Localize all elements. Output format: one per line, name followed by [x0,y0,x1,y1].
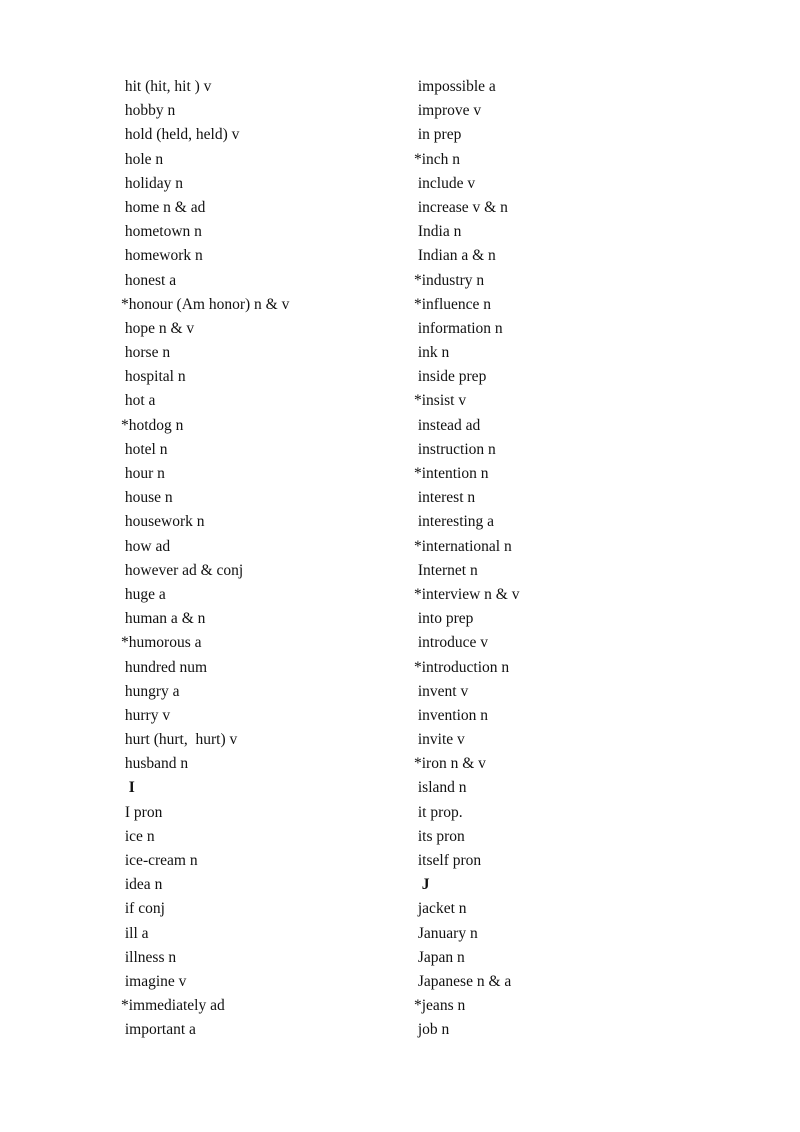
word-entry: *inch n [414,150,461,168]
word-entry: hotel n [121,440,168,458]
word-entry: *industry n [414,271,485,289]
word-entry: include v [414,174,476,192]
word-entry: *interview n & v [414,585,520,603]
left-word-column [121,75,289,1043]
word-entry: instruction n [414,440,496,458]
word-entry: Japan n [414,948,465,966]
word-entry: introduce v [414,634,489,652]
word-entry: *immediately ad [121,997,225,1015]
word-entry: *international n [414,537,512,555]
word-entry: increase v & n [414,198,508,216]
word-entry: impossible a [414,78,496,95]
word-entry: Internet n [414,561,478,579]
word-entry: ice n [121,827,155,845]
word-entry: interest n [414,489,476,507]
word-entry: holiday n [121,174,183,192]
right-word-column [414,75,519,1043]
word-entry: *honour (Am honor) n & v [121,295,290,313]
word-entry: house n [121,489,173,507]
word-entry: hold (held, held) v [121,126,240,144]
word-entry: ice-cream n [121,852,198,869]
word-entry: homework n [121,247,203,265]
word-entry: hurt (hurt, hurt) v [121,731,238,749]
word-entry: honest a [121,271,177,289]
word-entry: island n [414,779,467,797]
word-entry: however ad & conj [121,561,244,579]
word-entry: hospital n [121,368,186,386]
word-entry: in prep [414,126,462,144]
word-entry: hundred num [121,658,208,676]
word-entry: *insist v [414,392,467,410]
word-entry: human a & n [121,610,206,628]
word-entry: invent v [414,682,469,700]
word-entry: Japanese n & a [414,972,512,990]
word-entry: January n [414,924,478,942]
word-entry: its pron [414,827,465,845]
word-entry: if conj [121,900,165,918]
word-entry: home n & ad [121,198,206,216]
word-entry: instead ad [414,416,481,434]
word-entry: horse n [121,344,171,362]
word-entry: hot a [121,392,156,410]
word-entry: jacket n [414,900,467,918]
word-entry: hit (hit, hit ) v [121,78,212,95]
word-entry: *jeans n [414,997,466,1015]
word-entry: hurry v [121,706,171,724]
word-entry: hungry a [121,682,180,700]
word-entry: *humorous a [121,634,202,652]
word-entry: illness n [121,948,177,966]
word-entry: *influence n [414,295,492,313]
word-entry: huge a [121,585,166,603]
section-letter-heading: J [414,876,430,894]
word-entry: *iron n & v [414,755,486,773]
word-entry: I pron [121,803,163,821]
word-entry: invite v [414,731,465,749]
word-entry: ill a [121,924,149,942]
word-entry: improve v [414,102,482,120]
word-entry: India n [414,223,462,241]
word-entry: job n [414,1021,450,1039]
word-entry: *introduction n [414,658,510,676]
word-entry: idea n [121,876,163,894]
word-entry: ink n [414,344,450,362]
word-entry: housework n [121,513,205,531]
section-letter-heading: I [121,779,135,797]
word-entry: hope n & v [121,319,195,337]
word-entry: information n [414,319,503,337]
word-entry: itself pron [414,852,482,869]
word-entry: hometown n [121,223,202,241]
word-entry: important a [121,1021,196,1039]
word-entry: Indian a & n [414,247,496,265]
word-entry: hole n [121,150,164,168]
word-entry: hobby n [121,102,176,120]
word-entry: interesting a [414,513,495,531]
word-entry: it prop. [414,803,463,821]
word-entry: imagine v [121,972,187,990]
word-entry: how ad [121,537,171,555]
word-entry: hour n [121,465,165,482]
word-entry: inside prep [414,368,487,386]
word-entry: *hotdog n [121,416,184,434]
word-entry: into prep [414,610,474,628]
word-entry: invention n [414,706,489,724]
word-entry: *intention n [414,465,489,482]
word-entry: husband n [121,755,189,773]
